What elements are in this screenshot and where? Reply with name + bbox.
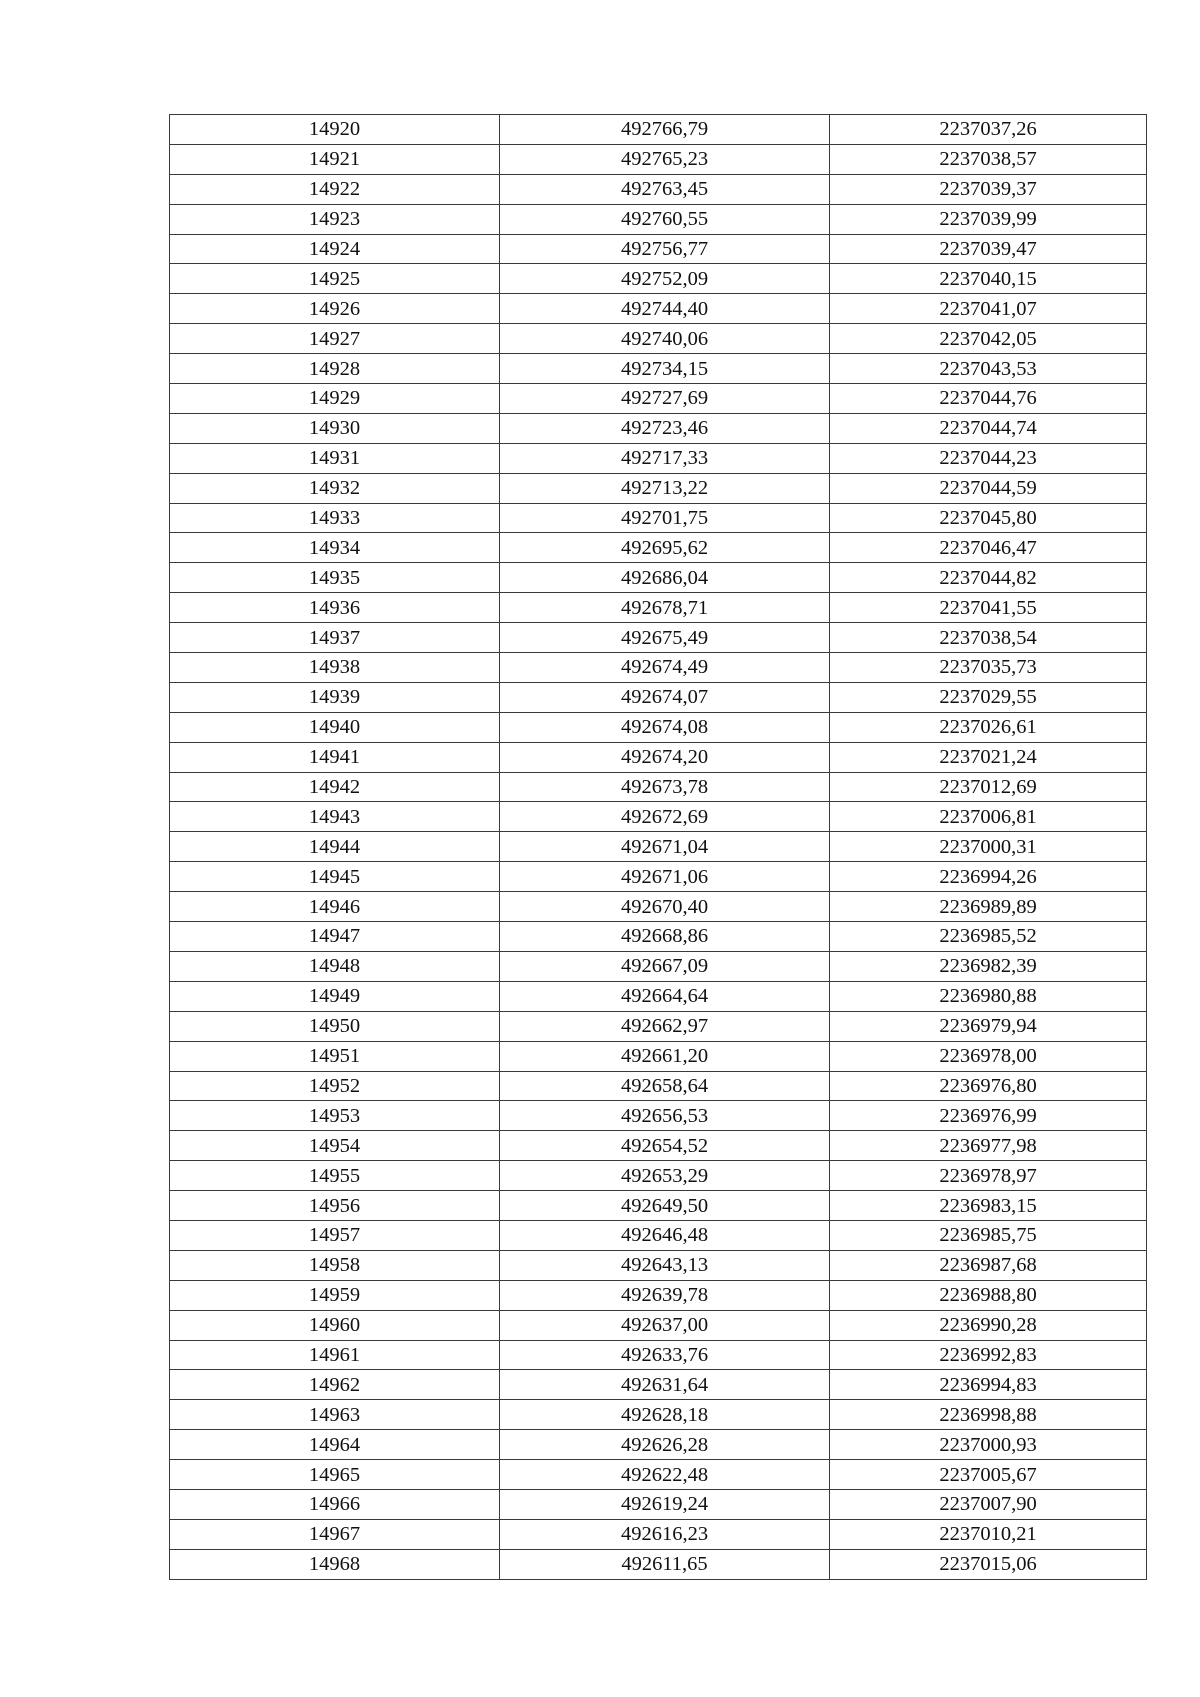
- table-body: [170, 115, 1147, 1580]
- point-number-cell: 14950: [170, 1011, 500, 1041]
- point-number-cell: 14959: [170, 1280, 500, 1310]
- table-row: [170, 1071, 1147, 1101]
- table-row: [170, 682, 1147, 712]
- table-row: [170, 712, 1147, 742]
- x-coordinate-cell: 492671,06: [500, 862, 830, 892]
- y-coordinate-cell: 2236976,80: [830, 1071, 1147, 1101]
- table-row: [170, 1310, 1147, 1340]
- table-row: [170, 1101, 1147, 1131]
- x-coordinate-cell: 492631,64: [500, 1370, 830, 1400]
- point-number-cell: 14954: [170, 1131, 500, 1161]
- table-row: [170, 413, 1147, 443]
- point-number-cell: 14963: [170, 1400, 500, 1430]
- y-coordinate-cell: 2236990,28: [830, 1310, 1147, 1340]
- table-row: [170, 1519, 1147, 1549]
- point-number-cell: 14939: [170, 682, 500, 712]
- y-coordinate-cell: 2236980,88: [830, 981, 1147, 1011]
- point-number-cell: 14965: [170, 1460, 500, 1490]
- x-coordinate-cell: 492654,52: [500, 1131, 830, 1161]
- table-row: [170, 384, 1147, 414]
- x-coordinate-cell: 492674,20: [500, 742, 830, 772]
- y-coordinate-cell: 2237039,47: [830, 234, 1147, 264]
- x-coordinate-cell: 492667,09: [500, 951, 830, 981]
- y-coordinate-cell: 2236985,52: [830, 922, 1147, 952]
- table-row: [170, 174, 1147, 204]
- x-coordinate-cell: 492695,62: [500, 533, 830, 563]
- x-coordinate-cell: 492756,77: [500, 234, 830, 264]
- table-row: [170, 1549, 1147, 1579]
- x-coordinate-cell: 492760,55: [500, 204, 830, 234]
- x-coordinate-cell: 492717,33: [500, 443, 830, 473]
- point-number-cell: 14955: [170, 1161, 500, 1191]
- table-row: [170, 981, 1147, 1011]
- table-row: [170, 653, 1147, 683]
- x-coordinate-cell: 492678,71: [500, 593, 830, 623]
- y-coordinate-cell: 2236978,97: [830, 1161, 1147, 1191]
- x-coordinate-cell: 492734,15: [500, 354, 830, 384]
- y-coordinate-cell: 2237012,69: [830, 772, 1147, 802]
- point-number-cell: 14937: [170, 623, 500, 653]
- point-number-cell: 14923: [170, 204, 500, 234]
- x-coordinate-cell: 492662,97: [500, 1011, 830, 1041]
- y-coordinate-cell: 2237029,55: [830, 682, 1147, 712]
- x-coordinate-cell: 492674,49: [500, 653, 830, 683]
- table-row: [170, 503, 1147, 533]
- point-number-cell: 14935: [170, 563, 500, 593]
- x-coordinate-cell: 492766,79: [500, 115, 830, 145]
- point-number-cell: 14922: [170, 174, 500, 204]
- point-number-cell: 14938: [170, 653, 500, 683]
- x-coordinate-cell: 492670,40: [500, 892, 830, 922]
- y-coordinate-cell: 2237000,93: [830, 1430, 1147, 1460]
- x-coordinate-cell: 492653,29: [500, 1161, 830, 1191]
- y-coordinate-cell: 2236985,75: [830, 1220, 1147, 1250]
- table-row: [170, 1220, 1147, 1250]
- table-row: [170, 1489, 1147, 1519]
- y-coordinate-cell: 2236998,88: [830, 1400, 1147, 1430]
- table-row: [170, 623, 1147, 653]
- y-coordinate-cell: 2237039,99: [830, 204, 1147, 234]
- y-coordinate-cell: 2237040,15: [830, 264, 1147, 294]
- x-coordinate-cell: 492611,65: [500, 1549, 830, 1579]
- x-coordinate-cell: 492616,23: [500, 1519, 830, 1549]
- table-row: [170, 443, 1147, 473]
- point-number-cell: 14942: [170, 772, 500, 802]
- point-number-cell: 14962: [170, 1370, 500, 1400]
- y-coordinate-cell: 2237026,61: [830, 712, 1147, 742]
- x-coordinate-cell: 492649,50: [500, 1191, 830, 1221]
- y-coordinate-cell: 2236994,83: [830, 1370, 1147, 1400]
- table-row: [170, 1041, 1147, 1071]
- x-coordinate-cell: 492664,64: [500, 981, 830, 1011]
- y-coordinate-cell: 2236983,15: [830, 1191, 1147, 1221]
- y-coordinate-cell: 2236994,26: [830, 862, 1147, 892]
- x-coordinate-cell: 492637,00: [500, 1310, 830, 1340]
- y-coordinate-cell: 2236992,83: [830, 1340, 1147, 1370]
- table-row: [170, 593, 1147, 623]
- x-coordinate-cell: 492674,08: [500, 712, 830, 742]
- point-number-cell: 14924: [170, 234, 500, 264]
- point-number-cell: 14925: [170, 264, 500, 294]
- y-coordinate-cell: 2237006,81: [830, 802, 1147, 832]
- table-row: [170, 1340, 1147, 1370]
- y-coordinate-cell: 2237043,53: [830, 354, 1147, 384]
- table-row: [170, 354, 1147, 384]
- table-row: [170, 862, 1147, 892]
- point-number-cell: 14943: [170, 802, 500, 832]
- point-number-cell: 14953: [170, 1101, 500, 1131]
- x-coordinate-cell: 492674,07: [500, 682, 830, 712]
- y-coordinate-cell: 2237042,05: [830, 324, 1147, 354]
- y-coordinate-cell: 2237010,21: [830, 1519, 1147, 1549]
- y-coordinate-cell: 2236979,94: [830, 1011, 1147, 1041]
- y-coordinate-cell: 2237005,67: [830, 1460, 1147, 1490]
- table-row: [170, 533, 1147, 563]
- y-coordinate-cell: 2237007,90: [830, 1489, 1147, 1519]
- y-coordinate-cell: 2237021,24: [830, 742, 1147, 772]
- x-coordinate-cell: 492661,20: [500, 1041, 830, 1071]
- x-coordinate-cell: 492643,13: [500, 1250, 830, 1280]
- table-row: [170, 234, 1147, 264]
- y-coordinate-cell: 2237044,59: [830, 473, 1147, 503]
- y-coordinate-cell: 2236976,99: [830, 1101, 1147, 1131]
- y-coordinate-cell: 2237044,23: [830, 443, 1147, 473]
- table-row: [170, 1011, 1147, 1041]
- x-coordinate-cell: 492744,40: [500, 294, 830, 324]
- point-number-cell: 14958: [170, 1250, 500, 1280]
- table-row: [170, 294, 1147, 324]
- point-number-cell: 14930: [170, 413, 500, 443]
- table-row: [170, 742, 1147, 772]
- y-coordinate-cell: 2237044,74: [830, 413, 1147, 443]
- table-row: [170, 144, 1147, 174]
- table-row: [170, 204, 1147, 234]
- x-coordinate-cell: 492686,04: [500, 563, 830, 593]
- point-number-cell: 14964: [170, 1430, 500, 1460]
- y-coordinate-cell: 2237038,57: [830, 144, 1147, 174]
- table-row: [170, 832, 1147, 862]
- table-row: [170, 1460, 1147, 1490]
- table-row: [170, 1280, 1147, 1310]
- y-coordinate-cell: 2237000,31: [830, 832, 1147, 862]
- point-number-cell: 14932: [170, 473, 500, 503]
- x-coordinate-cell: 492723,46: [500, 413, 830, 443]
- table-row: [170, 802, 1147, 832]
- point-number-cell: 14944: [170, 832, 500, 862]
- y-coordinate-cell: 2237046,47: [830, 533, 1147, 563]
- x-coordinate-cell: 492656,53: [500, 1101, 830, 1131]
- x-coordinate-cell: 492658,64: [500, 1071, 830, 1101]
- coordinates-table: [169, 114, 1147, 1580]
- point-number-cell: 14921: [170, 144, 500, 174]
- point-number-cell: 14941: [170, 742, 500, 772]
- point-number-cell: 14936: [170, 593, 500, 623]
- y-coordinate-cell: 2237015,06: [830, 1549, 1147, 1579]
- table-row: [170, 922, 1147, 952]
- point-number-cell: 14961: [170, 1340, 500, 1370]
- x-coordinate-cell: 492622,48: [500, 1460, 830, 1490]
- point-number-cell: 14934: [170, 533, 500, 563]
- point-number-cell: 14928: [170, 354, 500, 384]
- x-coordinate-cell: 492727,69: [500, 384, 830, 414]
- table-row: [170, 264, 1147, 294]
- table-row: [170, 563, 1147, 593]
- x-coordinate-cell: 492675,49: [500, 623, 830, 653]
- point-number-cell: 14951: [170, 1041, 500, 1071]
- y-coordinate-cell: 2237041,55: [830, 593, 1147, 623]
- point-number-cell: 14927: [170, 324, 500, 354]
- table-row: [170, 1430, 1147, 1460]
- y-coordinate-cell: 2237037,26: [830, 115, 1147, 145]
- x-coordinate-cell: 492619,24: [500, 1489, 830, 1519]
- y-coordinate-cell: 2236988,80: [830, 1280, 1147, 1310]
- point-number-cell: 14966: [170, 1489, 500, 1519]
- x-coordinate-cell: 492752,09: [500, 264, 830, 294]
- point-number-cell: 14949: [170, 981, 500, 1011]
- point-number-cell: 14920: [170, 115, 500, 145]
- point-number-cell: 14956: [170, 1191, 500, 1221]
- point-number-cell: 14933: [170, 503, 500, 533]
- y-coordinate-cell: 2236987,68: [830, 1250, 1147, 1280]
- table-row: [170, 1370, 1147, 1400]
- y-coordinate-cell: 2236977,98: [830, 1131, 1147, 1161]
- y-coordinate-cell: 2237038,54: [830, 623, 1147, 653]
- x-coordinate-cell: 492673,78: [500, 772, 830, 802]
- x-coordinate-cell: 492701,75: [500, 503, 830, 533]
- table-row: [170, 951, 1147, 981]
- table-row: [170, 473, 1147, 503]
- table-row: [170, 1131, 1147, 1161]
- table-row: [170, 1400, 1147, 1430]
- y-coordinate-cell: 2237041,07: [830, 294, 1147, 324]
- x-coordinate-cell: 492628,18: [500, 1400, 830, 1430]
- point-number-cell: 14957: [170, 1220, 500, 1250]
- point-number-cell: 14967: [170, 1519, 500, 1549]
- point-number-cell: 14948: [170, 951, 500, 981]
- table-row: [170, 1191, 1147, 1221]
- table-row: [170, 1161, 1147, 1191]
- table-row: [170, 324, 1147, 354]
- point-number-cell: 14926: [170, 294, 500, 324]
- point-number-cell: 14945: [170, 862, 500, 892]
- y-coordinate-cell: 2237039,37: [830, 174, 1147, 204]
- y-coordinate-cell: 2236989,89: [830, 892, 1147, 922]
- point-number-cell: 14940: [170, 712, 500, 742]
- y-coordinate-cell: 2236982,39: [830, 951, 1147, 981]
- x-coordinate-cell: 492639,78: [500, 1280, 830, 1310]
- table-row: [170, 772, 1147, 802]
- x-coordinate-cell: 492646,48: [500, 1220, 830, 1250]
- y-coordinate-cell: 2237044,82: [830, 563, 1147, 593]
- x-coordinate-cell: 492713,22: [500, 473, 830, 503]
- point-number-cell: 14946: [170, 892, 500, 922]
- x-coordinate-cell: 492668,86: [500, 922, 830, 952]
- point-number-cell: 14968: [170, 1549, 500, 1579]
- x-coordinate-cell: 492740,06: [500, 324, 830, 354]
- point-number-cell: 14947: [170, 922, 500, 952]
- table-row: [170, 892, 1147, 922]
- x-coordinate-cell: 492626,28: [500, 1430, 830, 1460]
- x-coordinate-cell: 492633,76: [500, 1340, 830, 1370]
- x-coordinate-cell: 492672,69: [500, 802, 830, 832]
- y-coordinate-cell: 2236978,00: [830, 1041, 1147, 1071]
- x-coordinate-cell: 492765,23: [500, 144, 830, 174]
- point-number-cell: 14952: [170, 1071, 500, 1101]
- x-coordinate-cell: 492763,45: [500, 174, 830, 204]
- y-coordinate-cell: 2237045,80: [830, 503, 1147, 533]
- y-coordinate-cell: 2237044,76: [830, 384, 1147, 414]
- table-row: [170, 115, 1147, 145]
- y-coordinate-cell: 2237035,73: [830, 653, 1147, 683]
- point-number-cell: 14931: [170, 443, 500, 473]
- x-coordinate-cell: 492671,04: [500, 832, 830, 862]
- point-number-cell: 14960: [170, 1310, 500, 1340]
- table-row: [170, 1250, 1147, 1280]
- point-number-cell: 14929: [170, 384, 500, 414]
